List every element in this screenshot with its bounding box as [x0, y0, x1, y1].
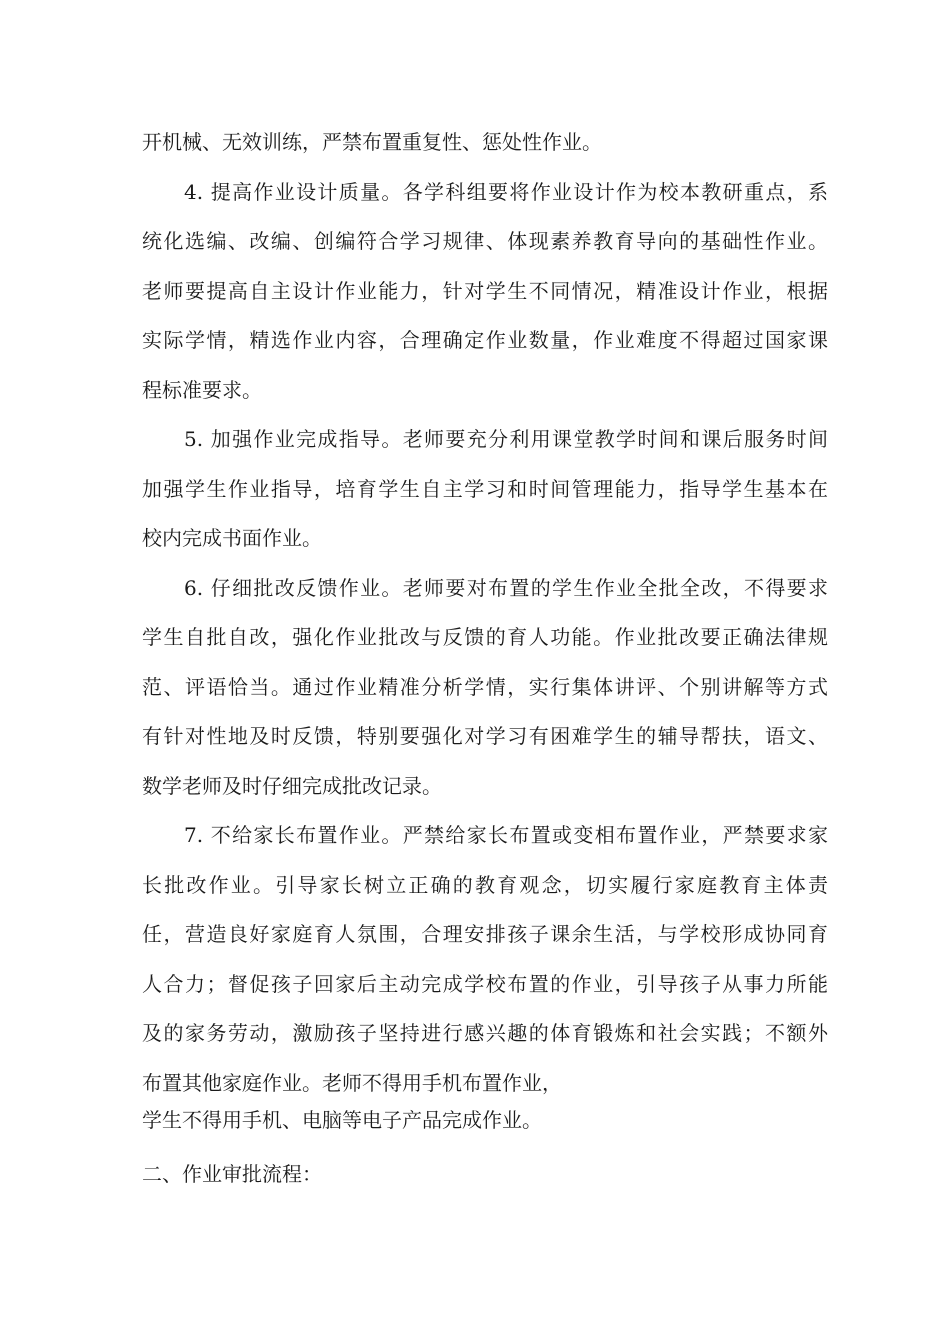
text-line: 开机械、无效训练，严禁布置重复性、惩处性作业。	[142, 130, 602, 154]
paragraph-item-5	[142, 415, 828, 564]
text-line: 5. 加强作业完成指导。老师要充分利用课堂教学时间和课后服务时间	[184, 427, 828, 451]
text-line: 7. 不给家长布置作业。严禁给家长布置或变相布置作业，严禁要求家	[184, 823, 828, 847]
text-line: 4. 提高作业设计质量。各学科组要将作业设计作为校本教研重点，系	[184, 179, 828, 204]
text-line: 人合力；督促孩子回家后主动完成学校布置的作业，引导孩子从事力所能	[142, 971, 828, 996]
text-line: 范、评语恰当。通过作业精准分析学情，实行集体讲评、个别讲解等方式	[142, 674, 828, 699]
text-line: 加强学生作业指导，培育学生自主学习和时间管理能力，指导学生基本在	[142, 476, 828, 501]
text-line: 任，营造良好家庭育人氛围，合理安排孩子课余生活，与学校形成协同育	[142, 922, 828, 946]
document-page	[142, 118, 828, 1200]
text-line: 实际学情，精选作业内容，合理确定作业数量，作业难度不得超过国家课	[142, 328, 828, 352]
text-line: 学生不得用手机、电脑等电子产品完成作业。	[142, 1108, 542, 1132]
paragraph-item-7-continued	[142, 1108, 828, 1132]
text-line: 学生自批自改，强化作业批改与反馈的育人功能。作业批改要正确法律规	[142, 625, 828, 649]
text-line: 长批改作业。引导家长树立正确的教育观念，切实履行家庭教育主体责	[142, 872, 828, 897]
text-line: 数学老师及时仔细完成批改记录。	[142, 773, 442, 798]
text-line: 6. 仔细批改反馈作业。老师要对布置的学生作业全批全改，不得要求	[184, 575, 828, 600]
paragraph-item-6	[142, 564, 828, 812]
text-line: 校内完成书面作业。	[142, 526, 322, 550]
section-heading-approval-process	[142, 1150, 828, 1200]
paragraph-continuation	[142, 118, 828, 168]
text-line: 及的家务劳动，激励孩子坚持进行感兴趣的体育锻炼和社会实践；不额外	[142, 1021, 828, 1045]
text-line: 老师要提高自主设计作业能力，针对学生不同情况，精准设计作业，根据	[142, 278, 828, 303]
text-line: 统化选编、改编、创编符合学习规律、体现素养教育导向的基础性作业。	[142, 229, 828, 253]
text-line: 布置其他家庭作业。老师不得用手机布置作业，	[142, 1070, 562, 1095]
text-line: 二、作业审批流程：	[142, 1162, 322, 1186]
paragraph-item-7	[142, 811, 828, 1108]
text-line: 程标准要求。	[142, 377, 262, 402]
paragraph-item-4	[142, 168, 828, 416]
text-line: 有针对性地及时反馈，特别要强化对学习有困难学生的辅导帮扶，语文、	[142, 724, 828, 748]
